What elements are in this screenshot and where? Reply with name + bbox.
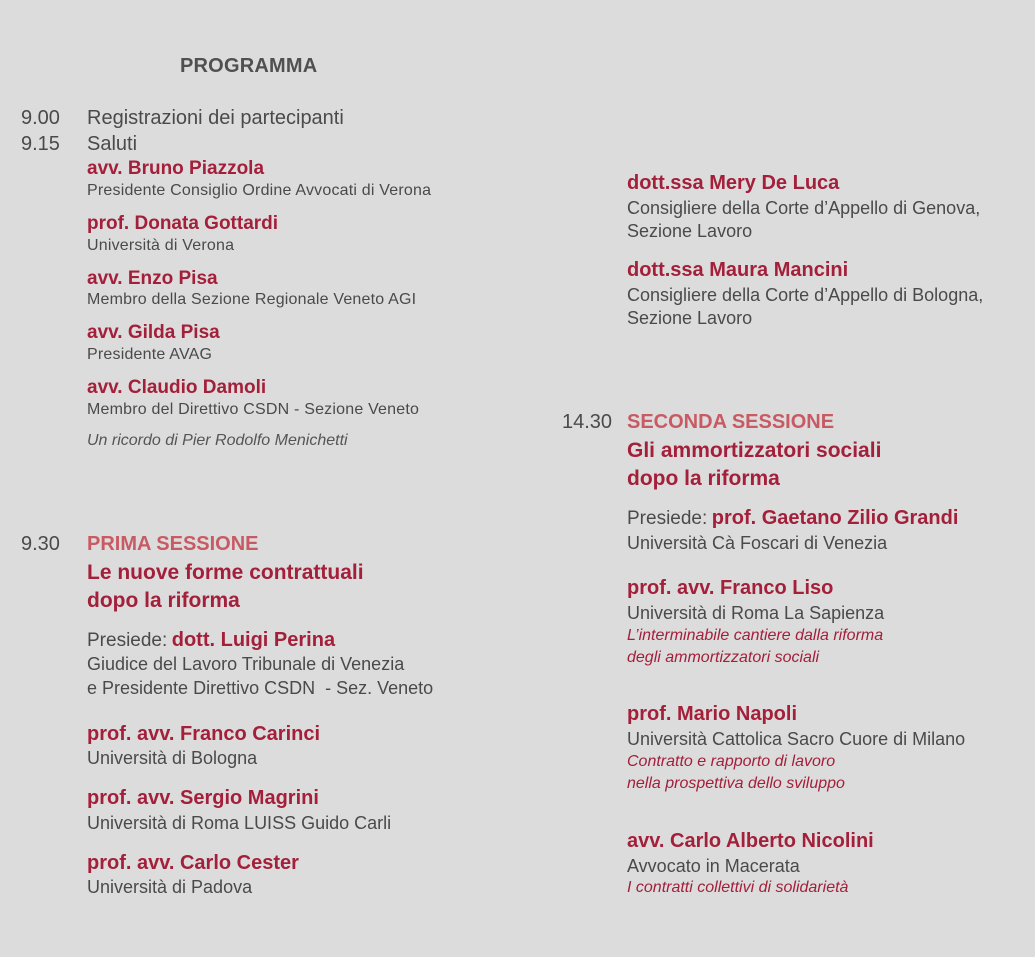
session2-chair bbox=[627, 507, 958, 530]
chair-label: Presiede: bbox=[627, 508, 708, 529]
greeting-affiliation: Membro della Sezione Regionale Veneto AGI bbox=[87, 291, 417, 308]
time-session2: 14.30 bbox=[562, 411, 613, 433]
session2-title-line1: Gli ammortizzatori sociali bbox=[627, 439, 882, 462]
greeting-affiliation: Presidente AVAG bbox=[87, 346, 213, 363]
speaker-affiliation: Consigliere della Corte d’Appello di Bologna, bbox=[627, 285, 984, 305]
time-registration: 9.00 bbox=[21, 107, 60, 129]
time-greetings: 9.15 bbox=[21, 133, 60, 155]
speaker-name: prof. Mario Napoli bbox=[627, 703, 797, 725]
speaker-name: prof. avv. Carlo Cester bbox=[87, 852, 299, 874]
time-session1: 9.30 bbox=[21, 533, 60, 555]
talk-title: I contratti collettivi di solidarietà bbox=[627, 879, 849, 896]
speaker-affiliation: Università di Padova bbox=[87, 877, 253, 897]
chair-name: prof. Gaetano Zilio Grandi bbox=[711, 507, 959, 529]
session2-label: SECONDA SESSIONE bbox=[627, 411, 835, 433]
memorial-note: Un ricordo di Pier Rodolfo Menichetti bbox=[87, 432, 348, 449]
page-title: PROGRAMMA bbox=[180, 55, 318, 77]
greeting-name: avv. Claudio Damoli bbox=[87, 377, 267, 398]
speaker-name: dott.ssa Mery De Luca bbox=[627, 172, 840, 194]
chair-affiliation: Università Cà Foscari di Venezia bbox=[627, 533, 888, 553]
session2-title-line2: dopo la riforma bbox=[627, 467, 780, 490]
chair-affiliation-line2: e Presidente Direttivo CSDN - Sez. Veneto bbox=[87, 678, 434, 698]
chair-affiliation-line1: Giudice del Lavoro Tribunale di Venezia bbox=[87, 654, 405, 674]
speaker-name: prof. avv. Sergio Magrini bbox=[87, 787, 319, 809]
session1-label: PRIMA SESSIONE bbox=[87, 533, 259, 555]
talk-title: L’interminabile cantiere dalla riforma bbox=[627, 627, 884, 644]
greetings-text: Saluti bbox=[87, 133, 138, 155]
chair-name: dott. Luigi Perina bbox=[171, 629, 336, 651]
greeting-name: avv. Enzo Pisa bbox=[87, 268, 218, 289]
speaker-name: prof. avv. Franco Carinci bbox=[87, 723, 321, 745]
speaker-affiliation: Università di Roma La Sapienza bbox=[627, 603, 885, 623]
talk-title: Contratto e rapporto di lavoro bbox=[627, 753, 836, 770]
speaker-name: avv. Carlo Alberto Nicolini bbox=[627, 830, 874, 852]
speaker-name: dott.ssa Maura Mancini bbox=[627, 259, 849, 281]
greeting-name: avv. Gilda Pisa bbox=[87, 322, 220, 343]
session1-title-line2: dopo la riforma bbox=[87, 589, 240, 612]
greeting-affiliation: Università di Verona bbox=[87, 237, 235, 254]
greeting-affiliation: Membro del Direttivo CSDN - Sezione Veneto bbox=[87, 401, 420, 418]
speaker-name: prof. avv. Franco Liso bbox=[627, 577, 834, 599]
talk-title: degli ammortizzatori sociali bbox=[627, 649, 820, 666]
talk-title: nella prospettiva dello sviluppo bbox=[627, 775, 845, 792]
speaker-affiliation: Avvocato in Macerata bbox=[627, 856, 800, 876]
greeting-name: prof. Donata Gottardi bbox=[87, 213, 279, 234]
speaker-affiliation: Università di Roma LUISS Guido Carli bbox=[87, 813, 392, 833]
speaker-affiliation: Sezione Lavoro bbox=[627, 308, 753, 328]
registration-text: Registrazioni dei partecipanti bbox=[87, 107, 344, 129]
greeting-name: avv. Bruno Piazzola bbox=[87, 158, 265, 179]
speaker-affiliation: Sezione Lavoro bbox=[627, 221, 753, 241]
greeting-affiliation: Presidente Consiglio Ordine Avvocati di Verona bbox=[87, 182, 432, 199]
speaker-affiliation: Consigliere della Corte d’Appello di Genova, bbox=[627, 198, 981, 218]
session1-title-line1: Le nuove forme contrattuali bbox=[87, 561, 364, 584]
session1-chair bbox=[87, 629, 335, 652]
speaker-affiliation: Università di Bologna bbox=[87, 748, 258, 768]
chair-label: Presiede: bbox=[87, 630, 168, 651]
speaker-affiliation: Università Cattolica Sacro Cuore di Milano bbox=[627, 729, 966, 749]
